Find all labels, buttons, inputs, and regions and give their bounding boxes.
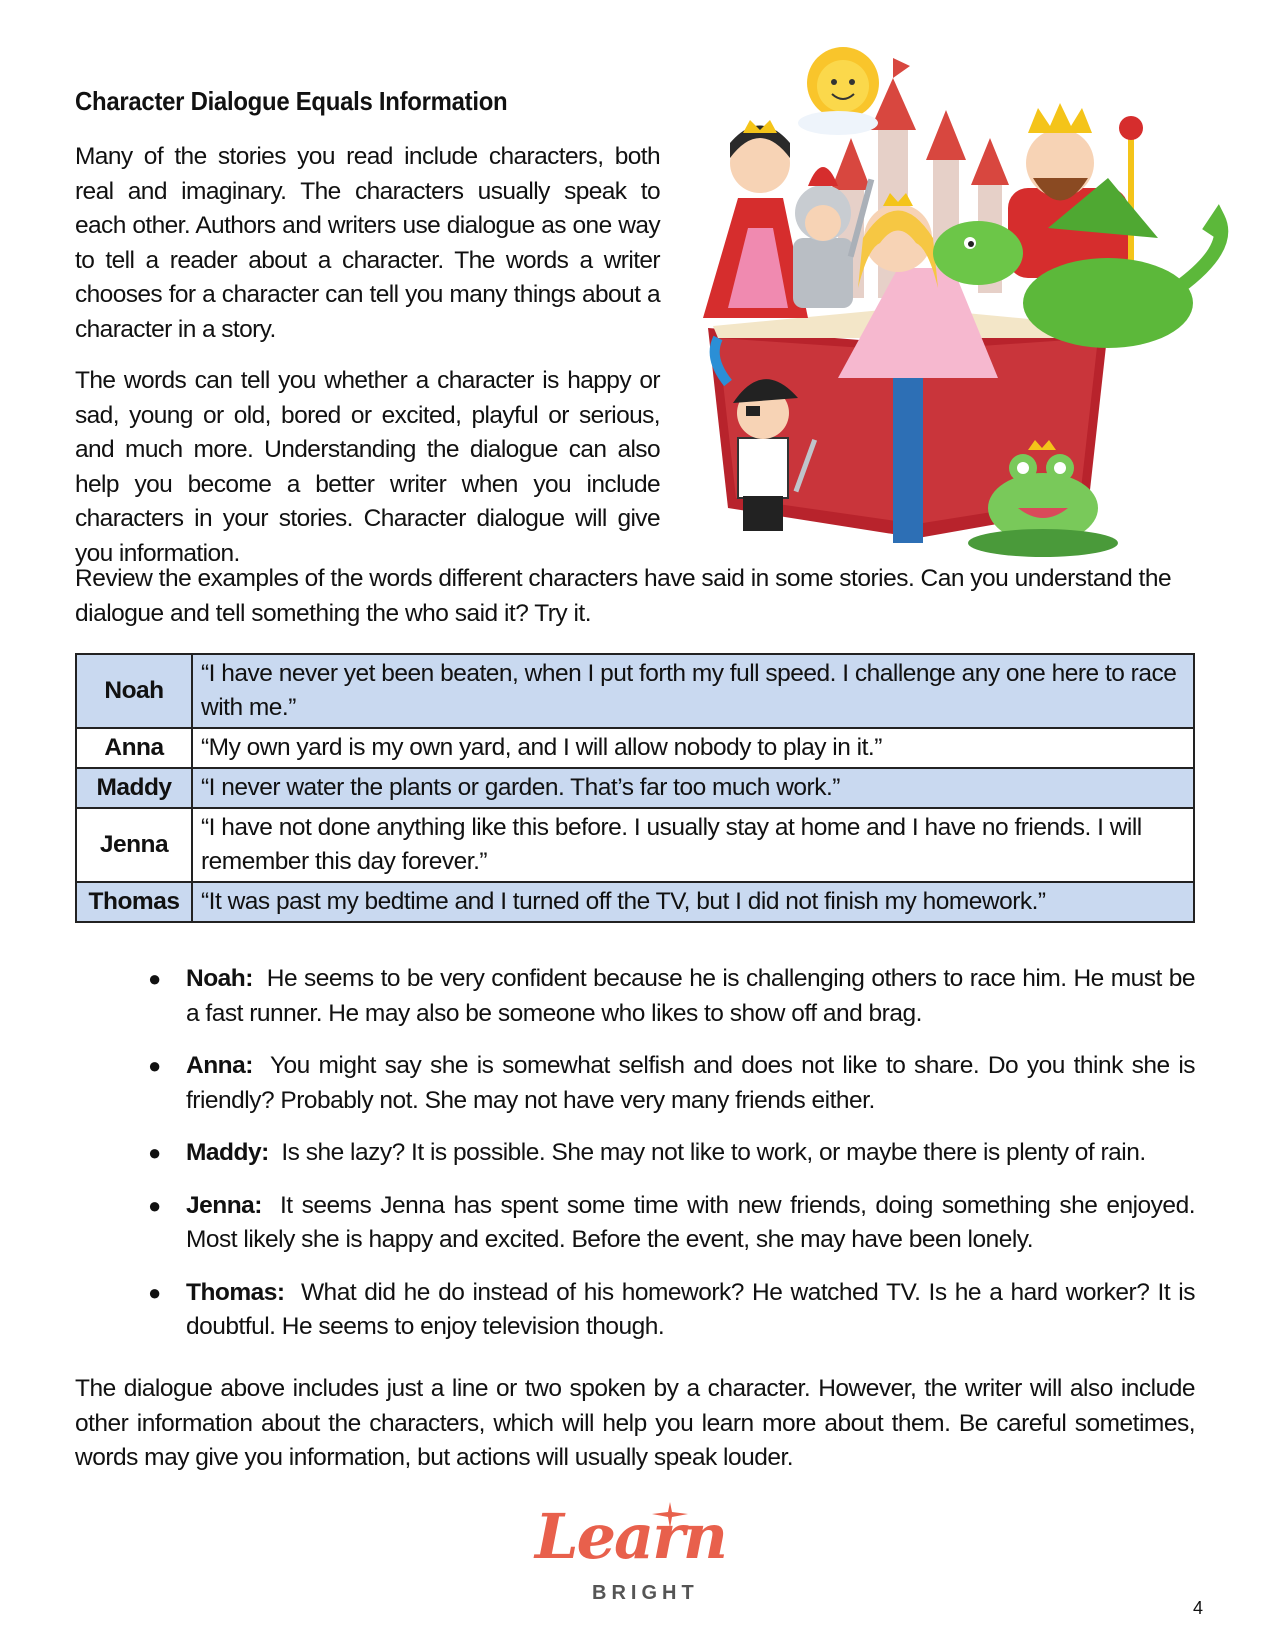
character-name: Thomas bbox=[76, 882, 192, 922]
table-row bbox=[76, 768, 1194, 808]
bullet-icon: ● bbox=[148, 1279, 161, 1305]
bullet-icon: ● bbox=[148, 1140, 161, 1165]
character-name: Anna bbox=[76, 728, 192, 768]
note-label: Jenna: bbox=[186, 1191, 262, 1219]
queen-character-image bbox=[703, 120, 808, 318]
character-quote: “I have not done anything like this before. I usually stay at home and I have no friends. I will remember this day forever.” bbox=[192, 808, 1194, 882]
logo-tagline: BRIGHT bbox=[592, 1582, 699, 1604]
table-row bbox=[76, 808, 1194, 882]
bullet-icon: ● bbox=[148, 966, 161, 991]
review-instructions: Review the examples of the words different characters have said in some stories. Can you understand the dialogue and tell something the who said it? Try it. bbox=[75, 565, 1172, 627]
character-quote: “My own yard is my own yard, and I will allow nobody to play in it.” bbox=[192, 728, 1194, 768]
character-quote: “It was past my bedtime and I turned off the TV, but I did not finish my homework.” bbox=[192, 882, 1194, 922]
table-row bbox=[76, 728, 1194, 768]
character-name: Maddy bbox=[76, 768, 192, 808]
note-label: Noah: bbox=[186, 965, 253, 992]
intro-paragraph-2: The words can tell you whether a character is happy or sad, young or old, bored or excited, playful or serious, and much more. Understanding the dialogue can also help you become a better writer when you include characters in your stories. Character dialogue will give you information. bbox=[75, 367, 660, 567]
storybook-characters-illustration bbox=[688, 38, 1275, 563]
logo-word: Learn bbox=[535, 1500, 726, 1573]
note-label: Thomas: bbox=[186, 1278, 285, 1306]
list-item bbox=[148, 1276, 1195, 1345]
intro-paragraph-1: Many of the stories you read include characters, both real and imaginary. The characters usually speak to each other. Authors and writers use dialogue as one way to tell a reader about a character. The words a writer chooses for a character can tell you many things about a character in a story. bbox=[75, 143, 660, 343]
note-text: What did he do instead of his homework? He watched TV. Is he a hard worker? It is doubtful. He seems to enjoy television though. bbox=[186, 1278, 1195, 1340]
note-label: Maddy: bbox=[186, 1139, 269, 1166]
intro-text bbox=[75, 140, 660, 588]
note-text: Is she lazy? It is possible. She may not like to work, or maybe there is plenty of rain. bbox=[281, 1139, 1146, 1166]
list-item bbox=[148, 1136, 1195, 1171]
list-item bbox=[148, 1049, 1195, 1118]
dialogue-table bbox=[75, 653, 1195, 923]
king-character-image bbox=[1008, 103, 1143, 278]
list-item bbox=[148, 1189, 1195, 1258]
list-item bbox=[148, 962, 1195, 1031]
character-quote: “I never water the plants or garden. That’s far too much work.” bbox=[192, 768, 1194, 808]
bullet-icon: ● bbox=[148, 1192, 161, 1218]
character-name: Noah bbox=[76, 654, 192, 728]
note-text: He seems to be very confident because he is challenging others to race him. He must be a fast runner. He may also be someone who likes to show off and brag. bbox=[186, 965, 1195, 1027]
bullet-icon: ● bbox=[148, 1053, 161, 1078]
character-notes-list bbox=[148, 962, 1195, 1363]
table-row bbox=[76, 654, 1194, 728]
note-text: You might say she is somewhat selfish and does not like to share. Do you think she is friendly? Probably not. She may not have very many friends either. bbox=[186, 1052, 1196, 1114]
table-row bbox=[76, 882, 1194, 922]
character-quote: “I have never yet been beaten, when I put forth my full speed. I challenge any one here to race with me.” bbox=[192, 654, 1194, 728]
page-number: 4 bbox=[1193, 1598, 1204, 1618]
character-name: Jenna bbox=[76, 808, 192, 882]
note-label: Anna: bbox=[186, 1052, 253, 1079]
closing-paragraph: The dialogue above includes just a line or two spoken by a character. However, the writer will also include other information about the characters, which will help you learn more about them. Be careful sometimes, words may give you information, but actions will usually speak louder. bbox=[75, 1375, 1195, 1471]
note-text: It seems Jenna has spent some time with new friends, doing something she enjoyed. Most likely she is happy and excited. Before the event, she may have been lonely. bbox=[186, 1191, 1195, 1253]
learn-bright-logo bbox=[530, 1500, 740, 1615]
section-heading: Character Dialogue Equals Information bbox=[75, 86, 508, 116]
sun-image bbox=[798, 47, 879, 135]
